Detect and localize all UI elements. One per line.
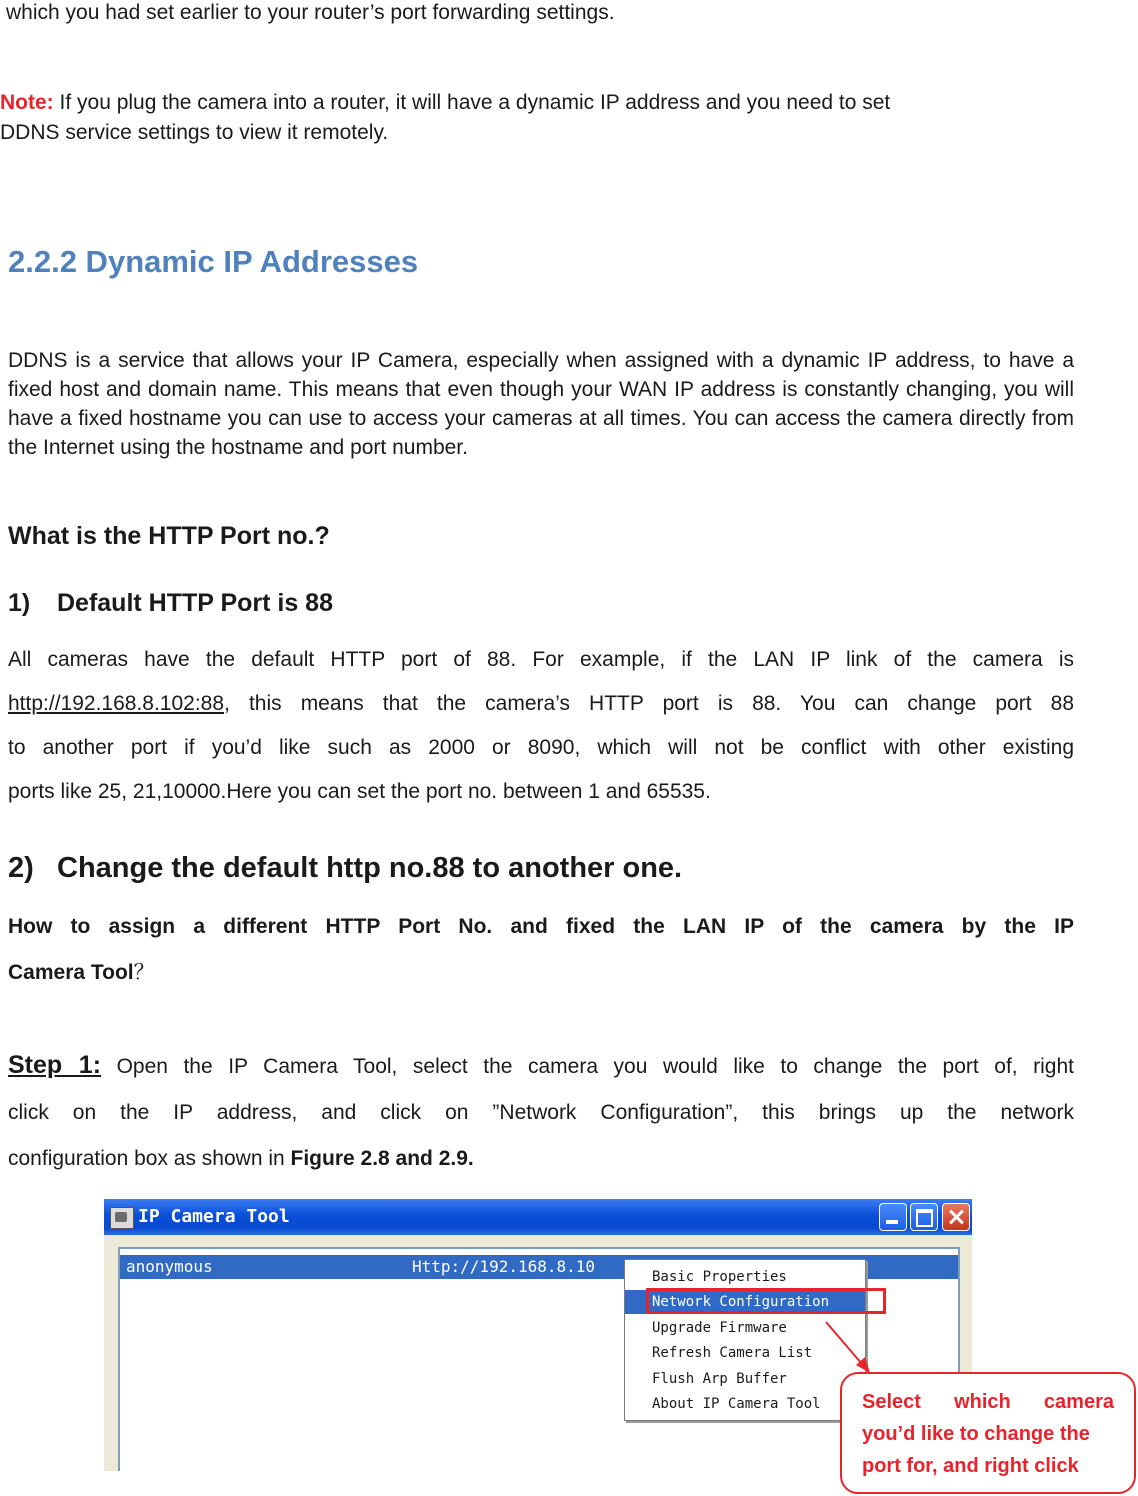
window-title: IP Camera Tool [138,1206,290,1227]
item2-question-line2: Camera Tool [8,961,134,984]
item1-title: Default HTTP Port is 88 [57,589,333,617]
menu-item-flush-arp-buffer[interactable]: Flush Arp Buffer [652,1371,787,1387]
callout-line3: port for, and right click [862,1455,1079,1477]
menu-item-about[interactable]: About IP Camera Tool [652,1396,821,1412]
item2-number: 2) [8,852,34,884]
callout-line1: Select which camera [862,1391,1114,1413]
section-heading: 2.2.2 Dynamic IP Addresses [8,244,419,279]
menu-item-upgrade-firmware[interactable]: Upgrade Firmware [652,1320,787,1336]
ddns-paragraph: DDNS is a service that allows your IP Camera, especially when assigned with a dynamic IP address, to have a fixed host and domain name. This means that even though your WAN IP address is constantly changing, you will have a fixed hostname you can use to access your cameras at all times. You can access the camera directly from the Internet using the hostname and port number. [8,349,1074,459]
step1-line1: Open the IP Camera Tool, select the camera you would like to change the port of, right [101,1055,1074,1078]
item2-question-line1: How to assign a different HTTP Port No. and fixed the LAN IP of the camera by the IP [8,915,1074,938]
item1-line3: to another port if you’d like such as 2000 or 8090, which will not be conflict with other existing [8,736,1074,759]
note-text-line2: DDNS service settings to view it remotely. [0,121,389,144]
menu-item-basic-properties[interactable]: Basic Properties [652,1269,787,1285]
item2-question-mark: ？ [133,961,155,984]
annotation-callout [840,1372,1136,1494]
menu-item-network-configuration[interactable]: Network Configuration [625,1290,865,1314]
figure-reference: Figure 2.8 and 2.9. [290,1147,474,1170]
step1-label: Step 1: [8,1051,102,1079]
item1-line1: All cameras have the default HTTP port of 88. For example, if the LAN IP link of the camera is [8,648,1074,671]
step1-line3-prefix: configuration box as shown in [8,1147,291,1170]
camera-url: Http://192.168.8.10 [412,1257,596,1276]
http-port-question: What is the HTTP Port no.? [8,522,330,550]
callout-line2: you’d like to change the [862,1423,1090,1445]
intro-tail-text: which you had set earlier to your router’s port forwarding settings. [6,1,615,24]
item1-line4: ports like 25, 21,10000.Here you can set the port no. between 1 and 65535. [8,780,711,803]
camera-http-link[interactable]: http://192.168.8.102:88 [8,692,225,715]
camera-name: anonymous [126,1257,213,1276]
item1-line2-rest: , this means that the camera’s HTTP port is 88. You can change port 88 [224,692,1074,715]
item1-number: 1) [8,589,31,617]
step1-line2: click on the IP address, and click on ”Network Configuration”, this brings up the network [8,1101,1074,1124]
item2-title: Change the default http no.88 to another one. [57,852,683,884]
menu-item-refresh-camera-list[interactable]: Refresh Camera List [652,1345,813,1361]
note-text-line1: If you plug the camera into a router, it will have a dynamic IP address and you need to set [53,91,891,114]
note-label: Note: [0,91,54,114]
